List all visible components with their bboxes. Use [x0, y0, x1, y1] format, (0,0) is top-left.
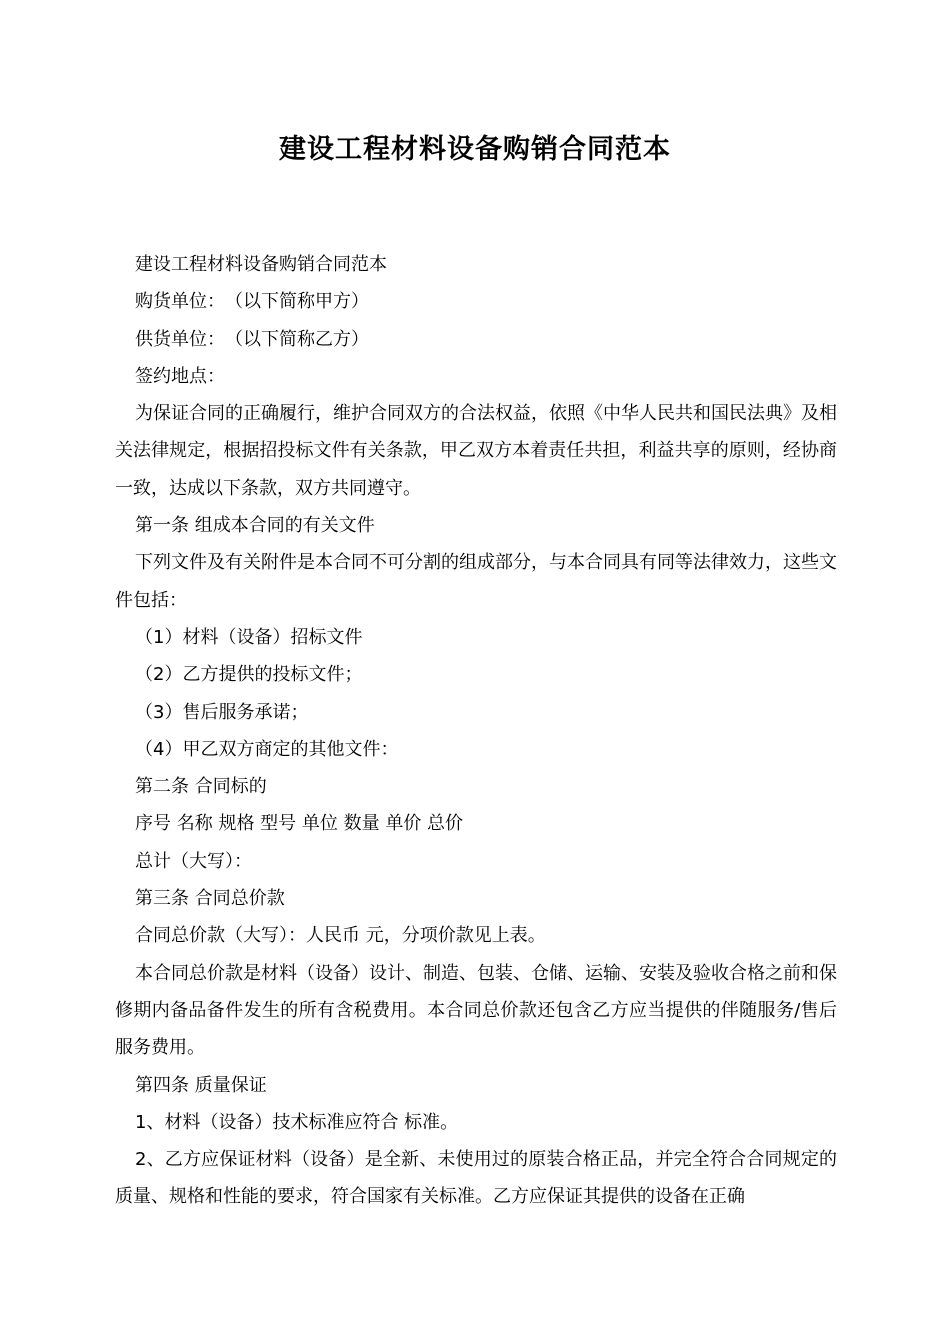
paragraph-article-3-total-price: 合同总价款（大写）：人民币 元，分项价款见上表。: [135, 925, 546, 947]
document-body: [115, 246, 837, 1216]
paragraph-article-1-body: 下列文件及有关附件是本合同不可分割的组成部分，与本合同具有同等法律效力，这些文件包括：: [115, 552, 837, 611]
paragraph-buyer: 购货单位： （以下简称甲方）: [135, 291, 369, 313]
paragraph-article-2-heading: 第二条 合同标的: [135, 776, 267, 798]
paragraph-article-2-columns: 序号 名称 规格 型号 单位 数量 单价 总价: [135, 813, 464, 835]
paragraph-article-4-item-1: 1、材料（设备）技术标准应符合 标准。: [135, 1111, 459, 1133]
paragraph-heading-repeat: 建设工程材料设备购销合同范本: [135, 254, 387, 275]
document-title: 建设工程材料设备购销合同范本: [279, 134, 671, 165]
paragraph-article-3-body: 本合同总价款是材料（设备）设计、制造、包装、仓储、运输、安装及验收合格之前和保修期内备品备件发生的所有含税费用。本合同总价款还包含乙方应当提供的伴随服务/售后服务费用。: [115, 962, 837, 1059]
paragraph-article-1-item-3: （3）售后服务承诺；: [135, 701, 309, 723]
paragraph-article-3-heading: 第三条 合同总价款: [135, 888, 285, 910]
paragraph-article-1-item-2: （2）乙方提供的投标文件；: [135, 664, 363, 686]
paragraph-article-4-item-2: 2、乙方应保证材料（设备）是全新、未使用过的原装合格正品，并完全符合合同规定的质量、规格和性能的要求，符合国家有关标准。乙方应保证其提供的设备在正确: [115, 1149, 837, 1208]
paragraph-article-1-heading: 第一条 组成本合同的有关文件: [135, 515, 375, 537]
paragraph-preamble: 为保证合同的正确履行，维护合同双方的合法权益，依照《中华人民共和国民法典》及相关法律规定，根据招投标文件有关条款，甲乙双方本着责任共担，利益共享的原则，经协商一致，达成以下条款，双方共同遵守。: [115, 403, 837, 499]
paragraph-article-1-item-1: （1）材料（设备）招标文件: [135, 626, 363, 648]
paragraph-article-1-item-4: （4）甲乙双方商定的其他文件：: [135, 738, 399, 760]
paragraph-supplier: 供货单位： （以下简称乙方）: [135, 328, 369, 350]
paragraph-article-4-heading: 第四条 质量保证: [135, 1074, 267, 1096]
paragraph-signing-place: 签约地点：: [135, 365, 225, 387]
paragraph-article-2-total: 总计（大写）：: [135, 850, 252, 872]
